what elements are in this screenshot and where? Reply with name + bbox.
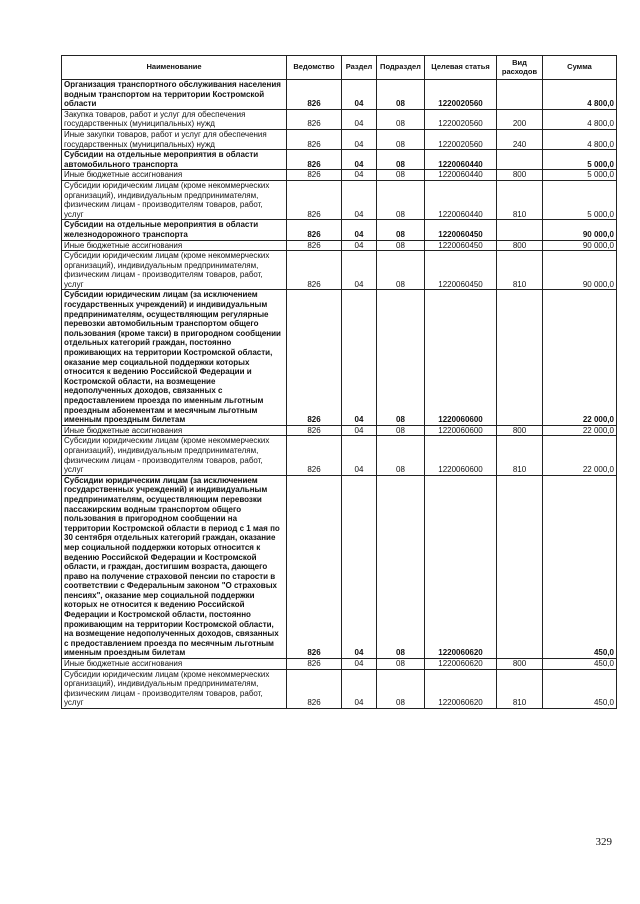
cell-name: Субсидии юридическим лицам (кроме некоммерческих организаций), индивидуальным предпринимателям, физическим лицам - производителям товаров, работ, услуг — [62, 436, 287, 475]
cell-subsection: 08 — [377, 251, 425, 290]
table-row — [62, 180, 617, 219]
cell-target: 1220060600 — [425, 290, 497, 425]
cell-section: 04 — [342, 220, 377, 240]
cell-name: Субсидии юридическим лицам (кроме некоммерческих организаций), индивидуальным предпринимателям, физическим лицам - производителям товаров, работ, услуг — [62, 251, 287, 290]
cell-section: 04 — [342, 251, 377, 290]
cell-dept: 826 — [287, 150, 342, 170]
cell-subsection: 08 — [377, 659, 425, 670]
cell-section: 04 — [342, 109, 377, 129]
cell-section: 04 — [342, 290, 377, 425]
cell-sum: 450,0 — [543, 659, 617, 670]
cell-name: Закупка товаров, работ и услуг для обеспечения государственных (муниципальных) нужд — [62, 109, 287, 129]
cell-subsection: 08 — [377, 170, 425, 181]
cell-sum: 22 000,0 — [543, 436, 617, 475]
cell-dept: 826 — [287, 80, 342, 110]
cell-section: 04 — [342, 475, 377, 658]
cell-subsection: 08 — [377, 150, 425, 170]
page-number: 329 — [595, 836, 612, 848]
cell-section: 04 — [342, 80, 377, 110]
cell-target: 1220060440 — [425, 170, 497, 181]
cell-sum: 22 000,0 — [543, 290, 617, 425]
header-name: Наименование — [62, 56, 287, 80]
cell-sum: 450,0 — [543, 669, 617, 708]
cell-expense: 810 — [497, 669, 543, 708]
budget-table — [61, 55, 617, 709]
cell-name: Иные бюджетные ассигнования — [62, 240, 287, 251]
cell-sum: 5 000,0 — [543, 170, 617, 181]
cell-target: 1220020560 — [425, 109, 497, 129]
cell-expense: 800 — [497, 170, 543, 181]
table-row — [62, 109, 617, 129]
cell-expense: 800 — [497, 240, 543, 251]
cell-expense — [497, 475, 543, 658]
cell-subsection: 08 — [377, 109, 425, 129]
table-row — [62, 251, 617, 290]
cell-target: 1220060620 — [425, 475, 497, 658]
cell-expense: 240 — [497, 129, 543, 149]
cell-sum: 450,0 — [543, 475, 617, 658]
cell-sum: 4 800,0 — [543, 129, 617, 149]
cell-subsection: 08 — [377, 475, 425, 658]
cell-dept: 826 — [287, 180, 342, 219]
cell-dept: 826 — [287, 109, 342, 129]
header-expense: Вид расходов — [497, 56, 543, 80]
cell-expense: 810 — [497, 251, 543, 290]
cell-sum: 90 000,0 — [543, 220, 617, 240]
cell-expense: 200 — [497, 109, 543, 129]
table-row — [62, 436, 617, 475]
cell-dept: 826 — [287, 240, 342, 251]
cell-target: 1220060620 — [425, 669, 497, 708]
cell-sum: 5 000,0 — [543, 150, 617, 170]
cell-section: 04 — [342, 436, 377, 475]
table-row — [62, 475, 617, 658]
cell-dept: 826 — [287, 475, 342, 658]
table-row — [62, 129, 617, 149]
cell-sum: 90 000,0 — [543, 251, 617, 290]
cell-expense — [497, 150, 543, 170]
cell-dept: 826 — [287, 170, 342, 181]
cell-target: 1220020560 — [425, 129, 497, 149]
cell-expense — [497, 80, 543, 110]
cell-dept: 826 — [287, 220, 342, 240]
header-dept: Ведомство — [287, 56, 342, 80]
cell-name: Субсидии юридическим лицам (кроме некоммерческих организаций), индивидуальным предпринимателям, физическим лицам - производителям товаров, работ, услуг — [62, 180, 287, 219]
cell-target: 1220060440 — [425, 150, 497, 170]
table-body — [62, 80, 617, 709]
cell-target: 1220060600 — [425, 436, 497, 475]
cell-name: Субсидии юридическим лицам (кроме некоммерческих организаций), индивидуальным предпринимателям, физическим лицам - производителям товаров, работ, услуг — [62, 669, 287, 708]
cell-name: Субсидии юридическим лицам (за исключением государственных учреждений) и индивидуальным предпринимателям, осуществляющим перевозки пассажирским водным транспортом общего пользования в пригородном сообщении на территории Костромской области в период с 1 мая по 30 сентября отдельных категорий граждан, оказание мер социальной поддержки которых относится к ведению Российской Федерации и Костромской области, и граждан, достигшим возраста, дающего право на получение страховой пенсии по старости в соответствии с Федеральным законом "О страховых пенсиях", оказание мер социальной поддержки которых не относится к ведению Российской Федерации и Костромской области, постоянно проживающим на территории Костромской области, на возмещение недополученных доходов, связанных с предоставлением проезда по месячным льготным именным проездным билетам — [62, 475, 287, 658]
cell-section: 04 — [342, 129, 377, 149]
cell-name: Субсидии юридическим лицам (за исключением государственных учреждений) и индивидуальным предпринимателям, осуществляющим регулярные перевозки автомобильным транспортом общего пользования (кроме такси) в пригородном сообщении отдельных категорий граждан, постоянно проживающих на территории Костромской области, оказание мер социальной поддержки которых относится к ведению Российской Федерации и Костромской области, на возмещение недополученных доходов, связанных с предоставлением проезда по именным льготным проездным абонементам и месячным льготным именным проездным билетам — [62, 290, 287, 425]
cell-target: 1220020560 — [425, 80, 497, 110]
table-header-row — [62, 56, 617, 80]
cell-sum: 4 800,0 — [543, 109, 617, 129]
cell-subsection: 08 — [377, 180, 425, 219]
table-row — [62, 659, 617, 670]
table-row — [62, 170, 617, 181]
cell-name: Иные бюджетные ассигнования — [62, 659, 287, 670]
cell-subsection: 08 — [377, 129, 425, 149]
cell-sum: 4 800,0 — [543, 80, 617, 110]
cell-sum: 5 000,0 — [543, 180, 617, 219]
cell-subsection: 08 — [377, 425, 425, 436]
cell-expense: 810 — [497, 436, 543, 475]
cell-subsection: 08 — [377, 240, 425, 251]
cell-expense — [497, 290, 543, 425]
header-target: Целевая статья — [425, 56, 497, 80]
cell-name: Субсидии на отдельные мероприятия в области железнодорожного транспорта — [62, 220, 287, 240]
cell-name: Иные бюджетные ассигнования — [62, 170, 287, 181]
cell-dept: 826 — [287, 436, 342, 475]
cell-sum: 90 000,0 — [543, 240, 617, 251]
cell-name: Иные бюджетные ассигнования — [62, 425, 287, 436]
cell-target: 1220060620 — [425, 659, 497, 670]
cell-target: 1220060600 — [425, 425, 497, 436]
table-row — [62, 669, 617, 708]
cell-dept: 826 — [287, 425, 342, 436]
cell-target: 1220060450 — [425, 251, 497, 290]
cell-subsection: 08 — [377, 436, 425, 475]
header-section: Раздел — [342, 56, 377, 80]
cell-expense: 810 — [497, 180, 543, 219]
cell-dept: 826 — [287, 290, 342, 425]
cell-expense — [497, 220, 543, 240]
cell-section: 04 — [342, 180, 377, 219]
cell-section: 04 — [342, 170, 377, 181]
cell-dept: 826 — [287, 669, 342, 708]
cell-section: 04 — [342, 240, 377, 251]
cell-dept: 826 — [287, 251, 342, 290]
cell-name: Организация транспортного обслуживания населения водным транспортом на территории Костромской области — [62, 80, 287, 110]
cell-target: 1220060450 — [425, 240, 497, 251]
cell-expense: 800 — [497, 425, 543, 436]
cell-section: 04 — [342, 425, 377, 436]
cell-sum: 22 000,0 — [543, 425, 617, 436]
table-row — [62, 220, 617, 240]
header-subsection: Подраздел — [377, 56, 425, 80]
table-row — [62, 240, 617, 251]
cell-dept: 826 — [287, 659, 342, 670]
cell-section: 04 — [342, 669, 377, 708]
cell-dept: 826 — [287, 129, 342, 149]
cell-section: 04 — [342, 150, 377, 170]
table-row — [62, 290, 617, 425]
table-row — [62, 150, 617, 170]
table-row — [62, 425, 617, 436]
cell-target: 1220060440 — [425, 180, 497, 219]
cell-name: Иные закупки товаров, работ и услуг для обеспечения государственных (муниципальных) нужд — [62, 129, 287, 149]
cell-section: 04 — [342, 659, 377, 670]
cell-expense: 800 — [497, 659, 543, 670]
cell-subsection: 08 — [377, 220, 425, 240]
cell-target: 1220060450 — [425, 220, 497, 240]
cell-name: Субсидии на отдельные мероприятия в области автомобильного транспорта — [62, 150, 287, 170]
header-sum: Сумма — [543, 56, 617, 80]
cell-subsection: 08 — [377, 669, 425, 708]
cell-subsection: 08 — [377, 80, 425, 110]
table-row — [62, 80, 617, 110]
cell-subsection: 08 — [377, 290, 425, 425]
